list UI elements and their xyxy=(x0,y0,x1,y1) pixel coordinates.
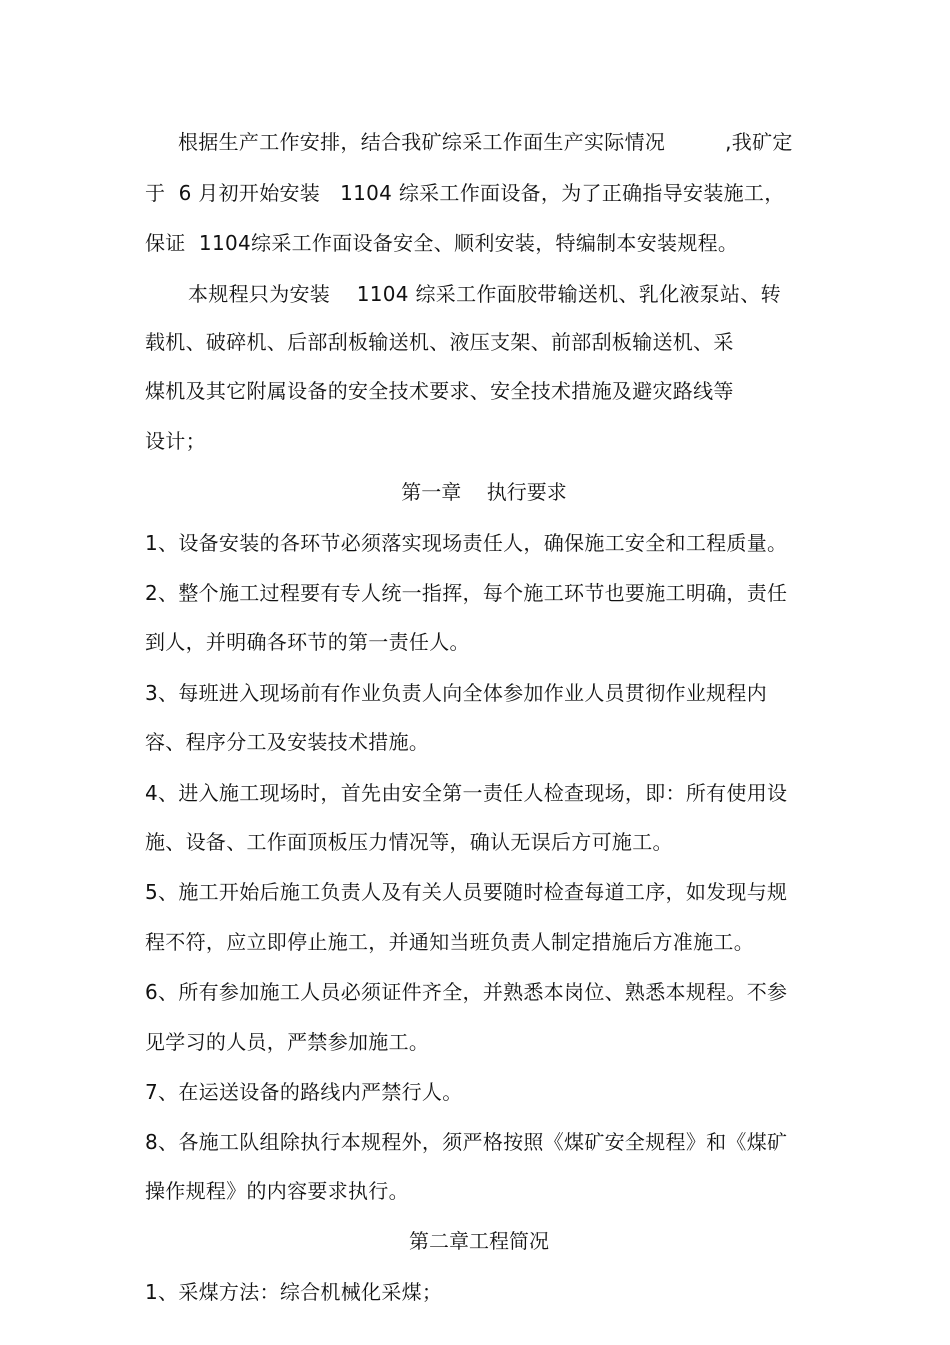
intro-p2-line-3: 煤机及其它附属设备的安全技术要求、安全技术措施及避灾路线等 xyxy=(145,379,734,403)
intro-p2-line-4: 设计； xyxy=(145,429,206,453)
chapter-2-title: 第二章工程简况 xyxy=(409,1229,549,1253)
chapter-1-item-6-line-1: 6、所有参加施工人员必须证件齐全，并熟悉本岗位、熟悉本规程。不参 xyxy=(145,980,788,1004)
chapter-1-title: 第一章 执行要求 xyxy=(401,480,567,504)
chapter-1-item-2-line-1: 2、整个施工过程要有专人统一指挥，每个施工环节也要施工明确，责任 xyxy=(145,581,788,605)
chapter-1-item-8-line-2: 操作规程》的内容要求执行。 xyxy=(145,1179,409,1203)
chapter-1-item-3-line-1: 3、每班进入现场前有作业负责人向全体参加作业人员贯彻作业规程内 xyxy=(145,681,768,705)
chapter-1-item-5-line-2: 程不符，应立即停止施工，并通知当班负责人制定措施后方准施工。 xyxy=(145,930,754,954)
chapter-1-item-4-line-2: 施、设备、工作面顶板压力情况等，确认无误后方可施工。 xyxy=(145,830,673,854)
chapter-1-item-6-line-2: 见学习的人员，严禁参加施工。 xyxy=(145,1030,430,1054)
chapter-1-item-7-line-1: 7、在运送设备的路线内严禁行人。 xyxy=(145,1080,463,1104)
intro-p2-line-2: 载机、破碎机、后部刮板输送机、液压支架、前部刮板输送机、采 xyxy=(145,330,734,354)
intro-p1-line-1: 根据生产工作安排，结合我矿综采工作面生产实际情况 ,我矿定 xyxy=(178,130,793,154)
chapter-1-item-4-line-1: 4、进入施工现场时，首先由安全第一责任人检查现场，即：所有使用设 xyxy=(145,781,788,805)
chapter-2-item-1-line-1: 1、采煤方法：综合机械化采煤； xyxy=(145,1280,443,1304)
chapter-1-item-3-line-2: 容、程序分工及安装技术措施。 xyxy=(145,730,430,754)
chapter-1-item-8-line-1: 8、各施工队组除执行本规程外，须严格按照《煤矿安全规程》和《煤矿 xyxy=(145,1130,788,1154)
chapter-1-item-2-line-2: 到人，并明确各环节的第一责任人。 xyxy=(145,630,470,654)
intro-p1-line-3: 保证 1104综采工作面设备安全、顺利安装，特编制本安装规程。 xyxy=(145,231,739,255)
chapter-1-item-1-line-1: 1、设备安装的各环节必须落实现场责任人，确保施工安全和工程质量。 xyxy=(145,531,788,555)
intro-p2-line-1: 本规程只为安装 1104 综采工作面胶带输送机、乳化液泵站、转 xyxy=(188,282,781,306)
intro-p1-line-2: 于 6 月初开始安装 1104 综采工作面设备，为了正确指导安装施工， xyxy=(145,181,785,205)
chapter-1-item-5-line-1: 5、施工开始后施工负责人及有关人员要随时检查每道工序，如发现与规 xyxy=(145,880,788,904)
